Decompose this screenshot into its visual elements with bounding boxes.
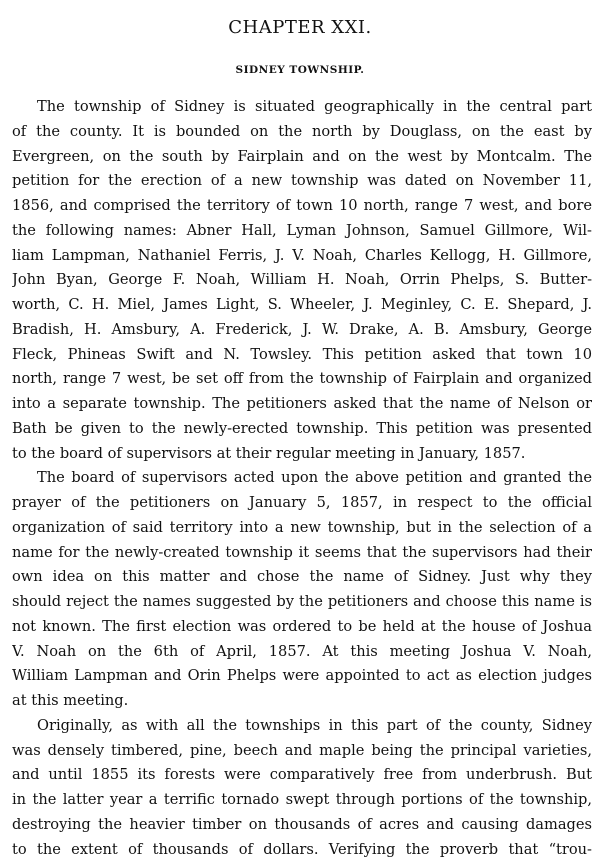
text-line: prayer of the petitioners on January 5, 1857, in respect to the official <box>12 491 592 516</box>
text-line: not known. The first election was ordered to be held at the house of Joshua <box>12 615 592 640</box>
text-line: 1856, and comprised the territory of town 10 north, range 7 west, and bore <box>12 194 592 219</box>
text-line: Originally, as with all the townships in this part of the county, Sidney <box>12 714 592 739</box>
text-line: of the county. It is bounded on the north by Douglass, on the east by <box>12 120 592 145</box>
text-line: petition for the erection of a new township was dated on November 11, <box>12 169 592 194</box>
text-line: The township of Sidney is situated geographically in the central part <box>12 95 592 120</box>
text-line: Evergreen, on the south by Fairplain and on the west by Montcalm. The <box>12 145 592 170</box>
text-line: and until 1855 its forests were comparatively free from underbrush. But <box>12 763 592 788</box>
text-line: Bradish, H. Amsbury, A. Frederick, J. W. Drake, A. B. Amsbury, George <box>12 318 592 343</box>
text-line: north, range 7 west, be set off from the township of Fairplain and organized <box>12 367 592 392</box>
text-line: Fleck, Phineas Swift and N. Towsley. This petition asked that town 10 <box>12 343 592 368</box>
paragraph-3 <box>12 714 592 862</box>
text-line: worth, C. H. Miel, James Light, S. Wheeler, J. Meginley, C. E. Shepard, J. <box>12 293 592 318</box>
text-line: name for the newly-created township it seems that the supervisors had their <box>12 541 592 566</box>
text-line: V. Noah on the 6th of April, 1857. At this meeting Joshua V. Noah, <box>12 640 592 665</box>
text-line: John Byan, George F. Noah, William H. Noah, Orrin Phelps, S. Butter- <box>12 268 592 293</box>
text-line: own idea on this matter and chose the name of Sidney. Just why they <box>12 565 592 590</box>
text-line: Bath be given to the newly-erected township. This petition was presented <box>12 417 592 442</box>
text-line: at this meeting. <box>12 689 592 714</box>
paragraph-1 <box>12 95 592 466</box>
body-text <box>12 95 592 862</box>
text-line: organization of said territory into a new township, but in the selection of a <box>12 516 592 541</box>
text-line: destroying the heavier timber on thousands of acres and causing damages <box>12 813 592 838</box>
section-title: SIDNEY TOWNSHIP. <box>0 64 600 76</box>
text-line: in the latter year a terrific tornado swept through portions of the township, <box>12 788 592 813</box>
text-line: into a separate township. The petitioners asked that the name of Nelson or <box>12 392 592 417</box>
text-line: was densely timbered, pine, beech and maple being the principal varieties, <box>12 739 592 764</box>
text-line: the following names: Abner Hall, Lyman Johnson, Samuel Gillmore, Wil- <box>12 219 592 244</box>
text-line: The board of supervisors acted upon the above petition and granted the <box>12 466 592 491</box>
text-line: should reject the names suggested by the petitioners and choose this name is <box>12 590 592 615</box>
paragraph-2 <box>12 466 592 714</box>
text-line: William Lampman and Orin Phelps were appointed to act as election judges <box>12 664 592 689</box>
text-line: to the board of supervisors at their regular meeting in January, 1857. <box>12 442 592 467</box>
text-line: to the extent of thousands of dollars. Verifying the proverb that “trou- <box>12 838 592 862</box>
text-line: liam Lampman, Nathaniel Ferris, J. V. Noah, Charles Kellogg, H. Gillmore, <box>12 244 592 269</box>
chapter-title: CHAPTER XXI. <box>0 17 600 38</box>
